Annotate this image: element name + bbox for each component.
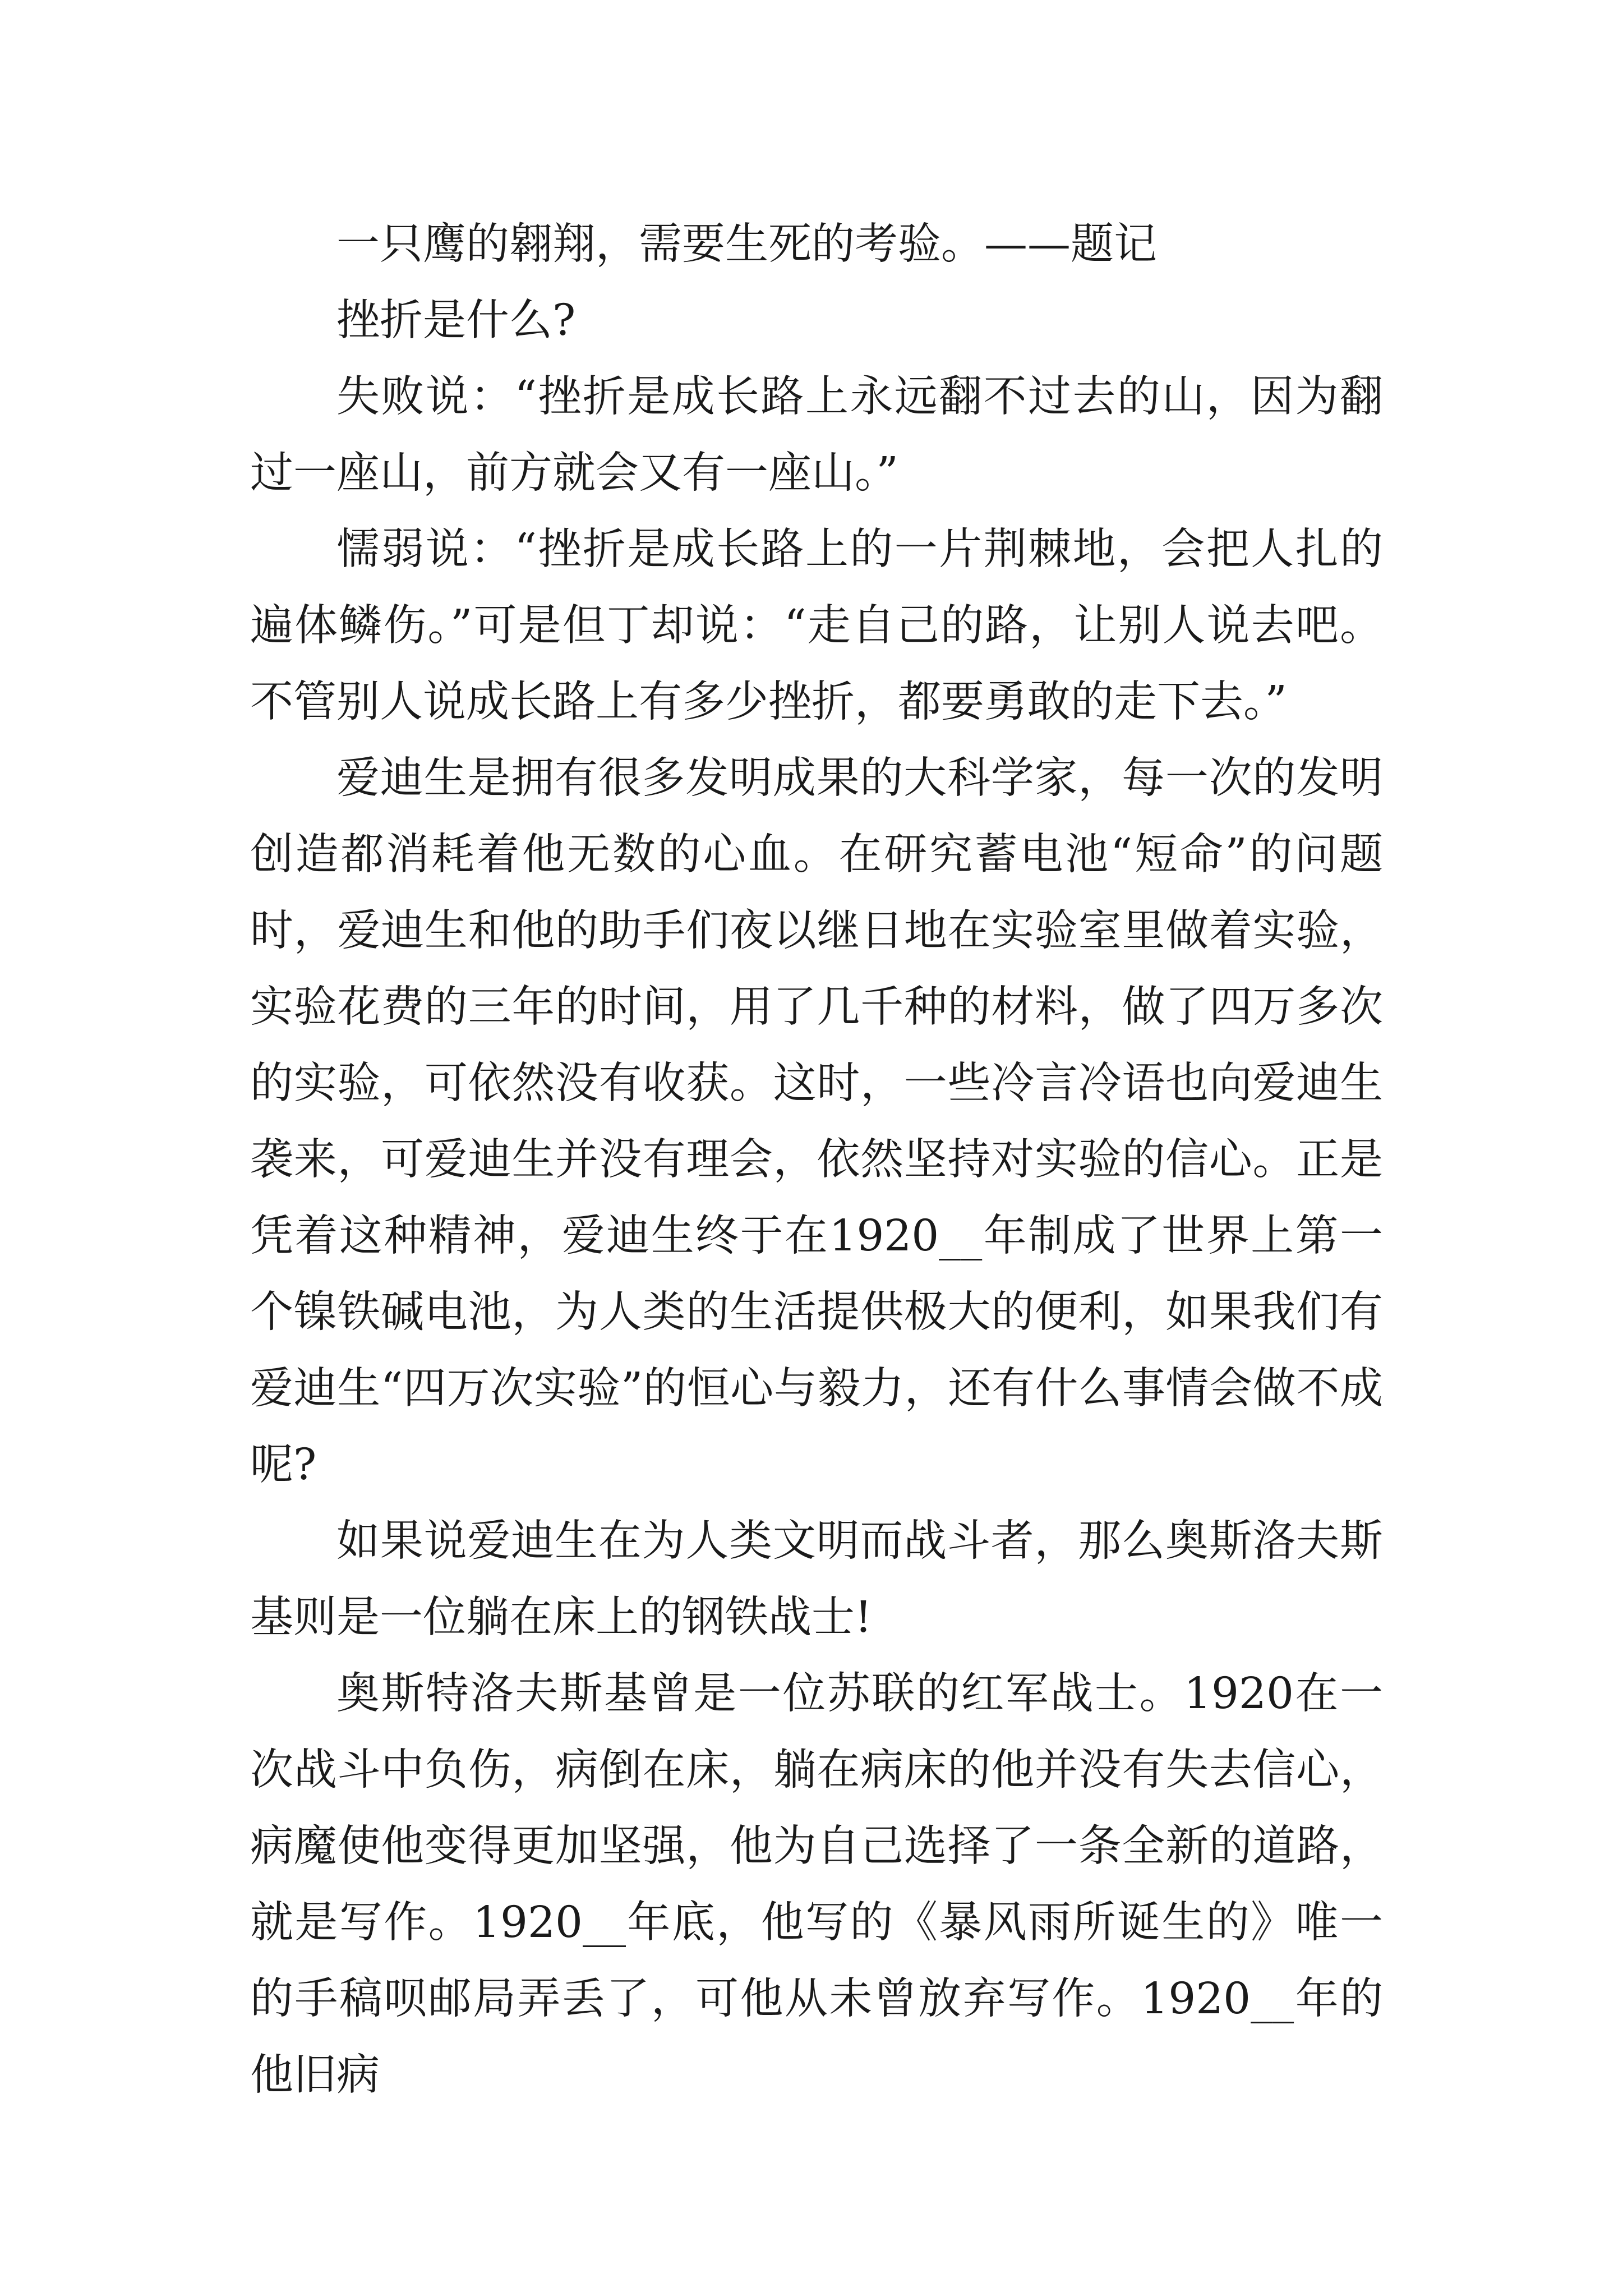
failure-paragraph: 失败说：“挫折是成长路上永远翻不过去的山，因为翻过一座山，前方就会又有一座山。”: [250, 372, 1383, 498]
epigraph-paragraph: 一只鹰的翱翔，需要生死的考验。——题记: [336, 219, 1157, 269]
transition-paragraph: 如果说爱迪生在为人类文明而战斗者，那么奥斯洛夫斯基则是一位躺在床上的钢铁战士!: [250, 1516, 1383, 1642]
cowardice-paragraph: 懦弱说：“挫折是成长路上的一片荆棘地，会把人扎的遍体鳞伤。”可是但丁却说：“走自己的路，让别人说去吧。不管别人说成长路上有多少挫折，都要勇敢的走下去。”: [250, 524, 1383, 727]
edison-paragraph: 爱迪生是拥有很多发明成果的大科学家，每一次的发明创造都消耗着他无数的心血。在研究蓄电池“短命”的问题时，爱迪生和他的助手们夜以继日地在实验室里做着实验，实验花费的三年的时间，用了几千种的材料，做了四万多次的实验，可依然没有收获。这时，一些冷言冷语也向爱迪生袭来，可爱迪生并没有理会，依然坚持对实验的信心。正是凭着这种精神，爱迪生终于在1920__年制成了世界上第一个镍铁碱电池，为人类的生活提供极大的便利，如果我们有爱迪生“四万次实验”的恒心与毅力，还有什么事情会做不成呢?: [250, 753, 1383, 1490]
ostrovsky-paragraph: 奥斯特洛夫斯基曾是一位苏联的红军战士。1920在一次战斗中负伤，病倒在床，躺在病床的他并没有失去信心，病魔使他变得更加坚强，他为自己选择了一条全新的道路，就是写作。1920__年底，他写的《暴风雨所诞生的》唯一的手稿呗邮局弄丢了，可他从未曾放弃写作。1920__年的他旧病: [250, 1669, 1383, 2100]
document-body: [250, 206, 1383, 2114]
question-paragraph: 挫折是什么?: [336, 296, 576, 346]
